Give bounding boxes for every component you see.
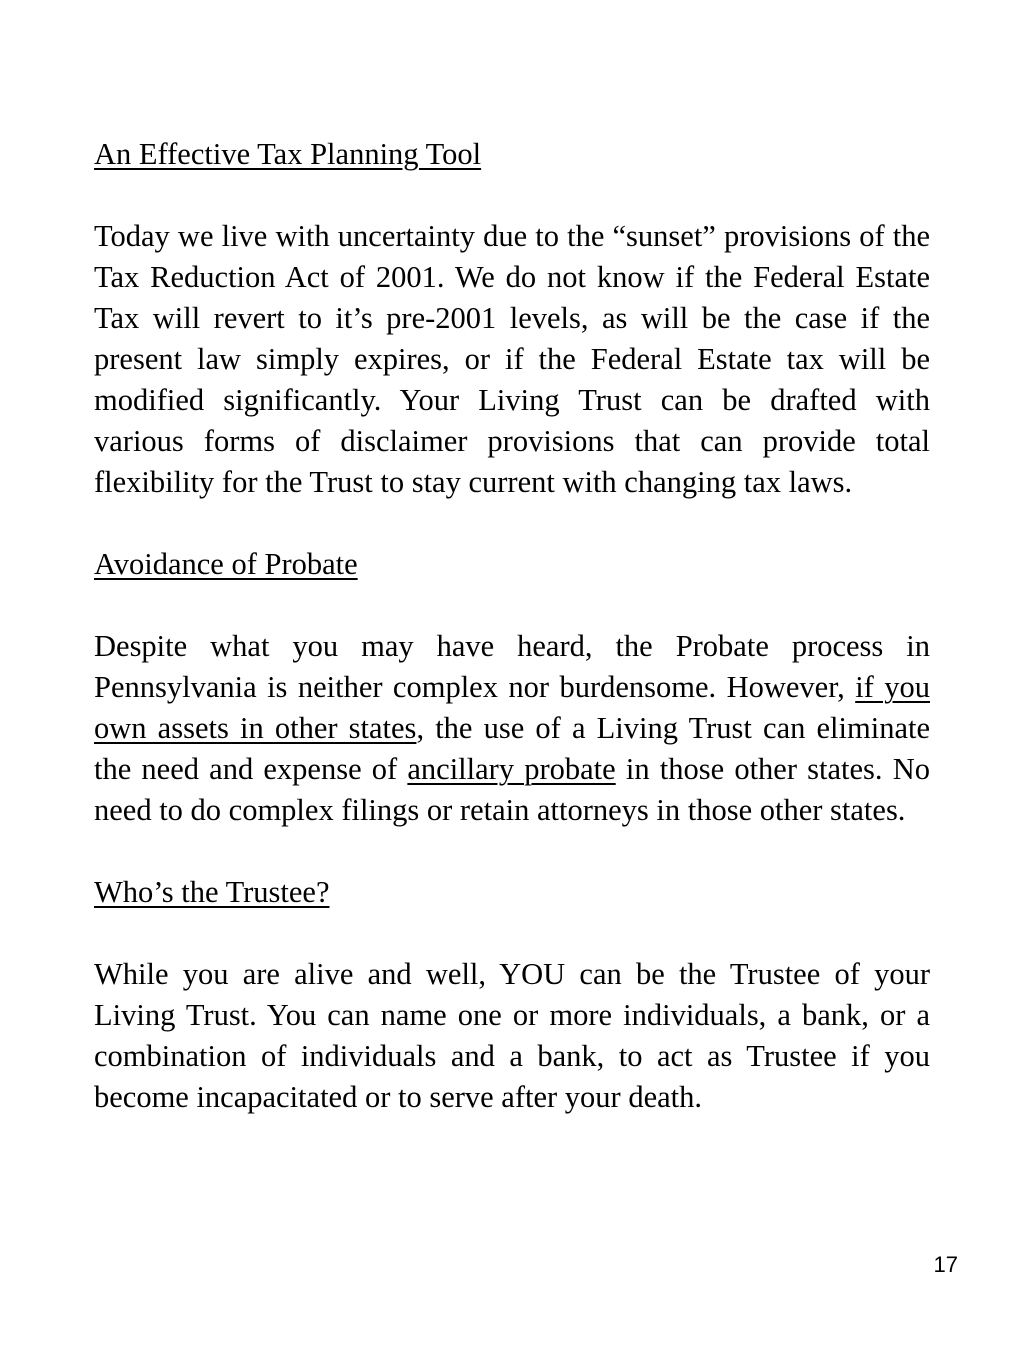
section-paragraph-probate (94, 626, 930, 831)
underlined-phrase-other-states: if you own assets in other states (94, 670, 930, 745)
paragraph-text: in those other states. No need to do complex filings or retain attorneys in those other states. (94, 752, 930, 827)
page-number: 17 (933, 1252, 958, 1277)
paragraph-text: , the use of a Living Trust can eliminate the need and expense of (94, 711, 930, 786)
section-heading-tax-planning: An Effective Tax Planning Tool (94, 137, 482, 171)
section-paragraph-trustee: While you are alive and well, YOU can be the Trustee of your Living Trust. You can name one or more individuals, a bank, or a combination of individuals and a bank, to act as Trustee if you become incapacitated or to serve after your death. (94, 957, 930, 1114)
section-paragraph-tax-planning: Today we live with uncertainty due to the “sunset” provisions of the Tax Reduction Act of 2001. We do not know if the Federal Estate Tax will revert to it’s pre-2001 levels, as will be the case if the present law simply expires, or if the Federal Estate tax will be modified significantly. Your Living Trust can be drafted with various forms of disclaimer provisions that can provide total flexibility for the Trust to stay current with changing tax laws. (94, 219, 930, 499)
underlined-phrase-ancillary-probate: ancillary probate (407, 752, 616, 786)
document-page (94, 134, 930, 1159)
section-heading-trustee: Who’s the Trustee? (94, 875, 330, 909)
section-heading-probate: Avoidance of Probate (94, 547, 358, 581)
paragraph-text: Despite what you may have heard, the Probate process in Pennsylvania is neither complex nor burdensome. However, (94, 629, 930, 704)
